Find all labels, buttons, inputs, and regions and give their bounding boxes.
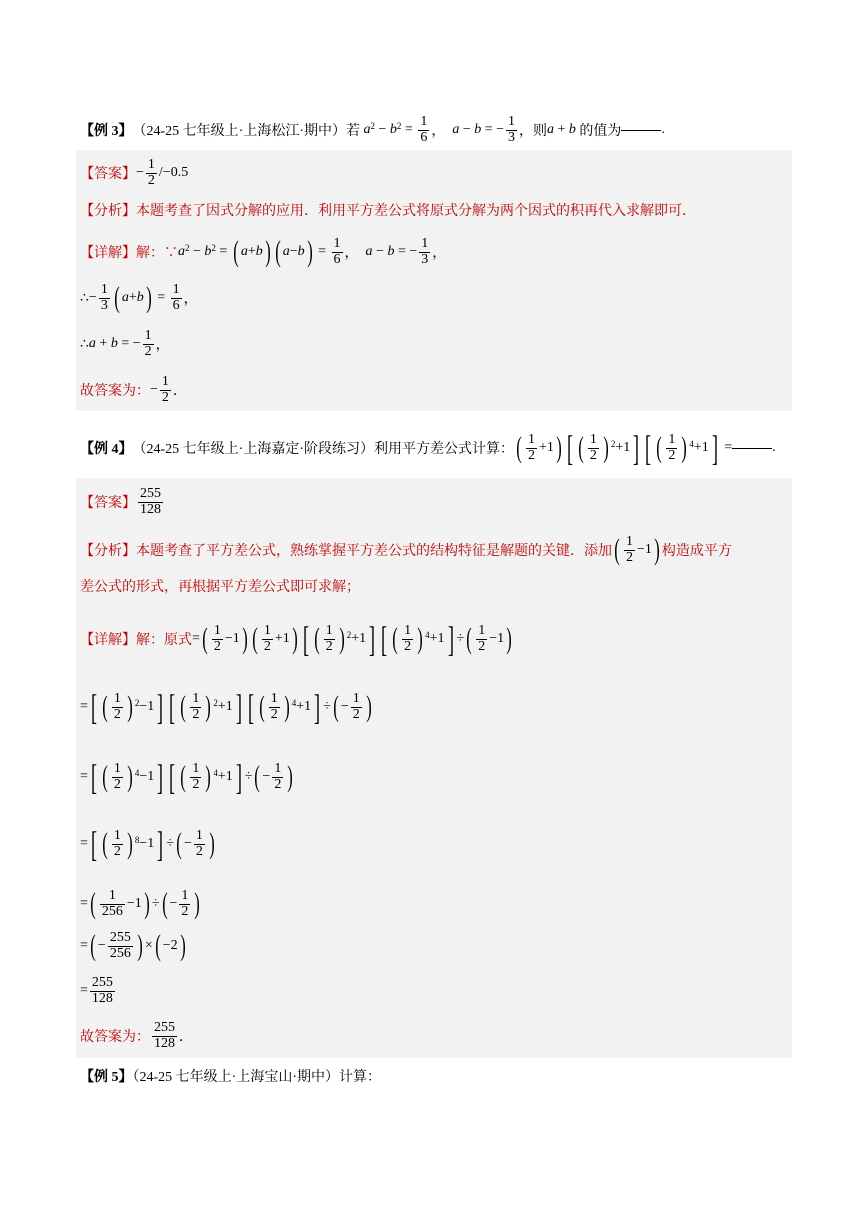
ex4-step5: = ( − $\frac{255}{256}$ ) × ( −2 ) bbox=[80, 929, 186, 962]
ex4-answer-frac: $\frac{255}{128}$ bbox=[140, 485, 161, 517]
ex3-answer: 【答案】 − $\frac{1}{2}$ /−0.5 bbox=[80, 156, 189, 188]
ex4-question: 【例 4】 （24-25 七年级上·上海嘉定·阶段练习）利用平方差公式计算： ( $\frac{1}{2}$ +1 ) [ ( $\frac{1}{2}$ ) 2 +1 ] [ ( $\frac{1}{2}$ ) 4 +1 ] = . bbox=[80, 428, 776, 468]
ex4-analysis-1: 【分析】 本题考查了平方差公式，熟练掌握平方差公式的结构特征是解题的关键．添加 ( $\frac{1}{2}$ −1 ) 构造成平方 bbox=[80, 533, 732, 566]
ex4-answer bbox=[80, 483, 165, 521]
ex4-step3: = [ ( $\frac{1}{2}$ ) 8 −1 ] ÷ ( − $\frac{1}{2}$ ) bbox=[80, 824, 215, 864]
ex4-detail-label: 【详解】 bbox=[80, 633, 136, 648]
ex3-analysis-label: 【分析】 bbox=[80, 204, 136, 219]
ex3-step2: ∴ a + b = − $\frac{1}{2}$ ， bbox=[80, 327, 170, 359]
ex5-question bbox=[80, 1068, 381, 1088]
ex3-value-text: 的值为 bbox=[579, 124, 622, 139]
ex3-then: ，则 bbox=[519, 124, 548, 139]
ex3-target-expr: a + b bbox=[547, 122, 576, 137]
ex3-analysis-text: 本题考查了因式分解的应用．利用平方差公式将原式分解为两个因式的积再代入求解即可． bbox=[136, 204, 696, 219]
ex4-analysis-label: 【分析】 bbox=[80, 544, 136, 559]
ex4-expression: ( $\frac{1}{2}$ +1 ) [ ( $\frac{1}{2}$ ) 2 +1 ] [ ( $\frac{1}{2}$ ) 4 +1 ] = bbox=[516, 428, 733, 468]
ex4-source: （24-25 七年级上·上海嘉定·阶段练习）利用平方差公式计算： bbox=[132, 442, 514, 457]
ex3-step1: ∴ − $\frac{1}{3}$ ( a + b ) = $\frac{1}{6}$ ， bbox=[80, 281, 198, 314]
ex3-title: 【例 3】 bbox=[80, 124, 133, 139]
ex3-detail bbox=[80, 234, 446, 270]
ex3-answer-label: 【答案】 bbox=[80, 167, 136, 182]
ex4-step1: = [ ( $\frac{1}{2}$ ) 2 −1 ] [ ( $\frac{1}{2}$ ) 2 +1 ] [ ( $\frac{1}{2}$ ) 4 +1 ] ÷ ( − $\frac{1}{2}$ ) bbox=[80, 687, 372, 727]
ex5-title: 【例 5】 bbox=[80, 1070, 133, 1085]
ex3-detail-label: 【详解】 bbox=[80, 246, 136, 261]
ex3-detail-prefix: 解：∵ bbox=[136, 246, 178, 261]
ex4-step6: = $\frac{255}{128}$ bbox=[80, 974, 113, 1006]
ex4-title: 【例 4】 bbox=[80, 442, 133, 457]
ex3-conclusion: 故答案为： − $\frac{1}{2}$ ． bbox=[80, 373, 187, 405]
ex3-source: （24-25 七年级上·上海松江·期中）若 bbox=[132, 124, 360, 139]
ex3-question: 【例 3】 （24-25 七年级上·上海松江·期中）若 a 2 − b 2 = $\frac{1}{6}$ ， a − b = − $\frac{1}{3}$ ，则 a + b 的值为 . bbox=[80, 113, 665, 145]
ex4-conclusion: 故答案为： $\frac{255}{128}$ ． bbox=[80, 1019, 193, 1051]
ex5-source: （24-25 七年级上·上海宝山·期中）计算： bbox=[132, 1070, 381, 1085]
ex4-step4: = ( $\frac{1}{256}$ −1 ) ÷ ( − $\frac{1}{2}$ ) bbox=[80, 887, 201, 920]
ex4-step2: = [ ( $\frac{1}{2}$ ) 4 −1 ] [ ( $\frac{1}{2}$ ) 4 +1 ] ÷ ( − $\frac{1}{2}$ ) bbox=[80, 757, 294, 797]
ex3-answer-alt: /−0.5 bbox=[158, 165, 189, 180]
ex3-given-eq1: a 2 − b 2 = $\frac{1}{6}$ ， a − b = − $\frac{1}{3}$ bbox=[363, 113, 516, 145]
ex3-detail-eq: a 2 − b 2 = ( a + b ) ( a − b ) = $\frac{1}{6}$ ， a − b = − $\frac{1}{3}$ ， bbox=[178, 235, 447, 268]
ex4-detail: 【详解】 解：原式 = ( $\frac{1}{2}$ −1 ) ( $\frac{1}{2}$ +1 ) [ ( $\frac{1}{2}$ ) 2 +1 ] [ ( $\frac{1}{2}$ ) 4 +1 ] ÷ ( $\frac{1}{2}$ −1 ) bbox=[80, 619, 512, 659]
answer-blank bbox=[732, 448, 772, 449]
ex4-analysis-2: 差公式的形式，再根据平方差公式即可求解； bbox=[80, 580, 360, 595]
ex4-answer-label: 【答案】 bbox=[80, 496, 136, 511]
ex3-analysis bbox=[80, 202, 696, 222]
answer-blank bbox=[621, 130, 661, 131]
